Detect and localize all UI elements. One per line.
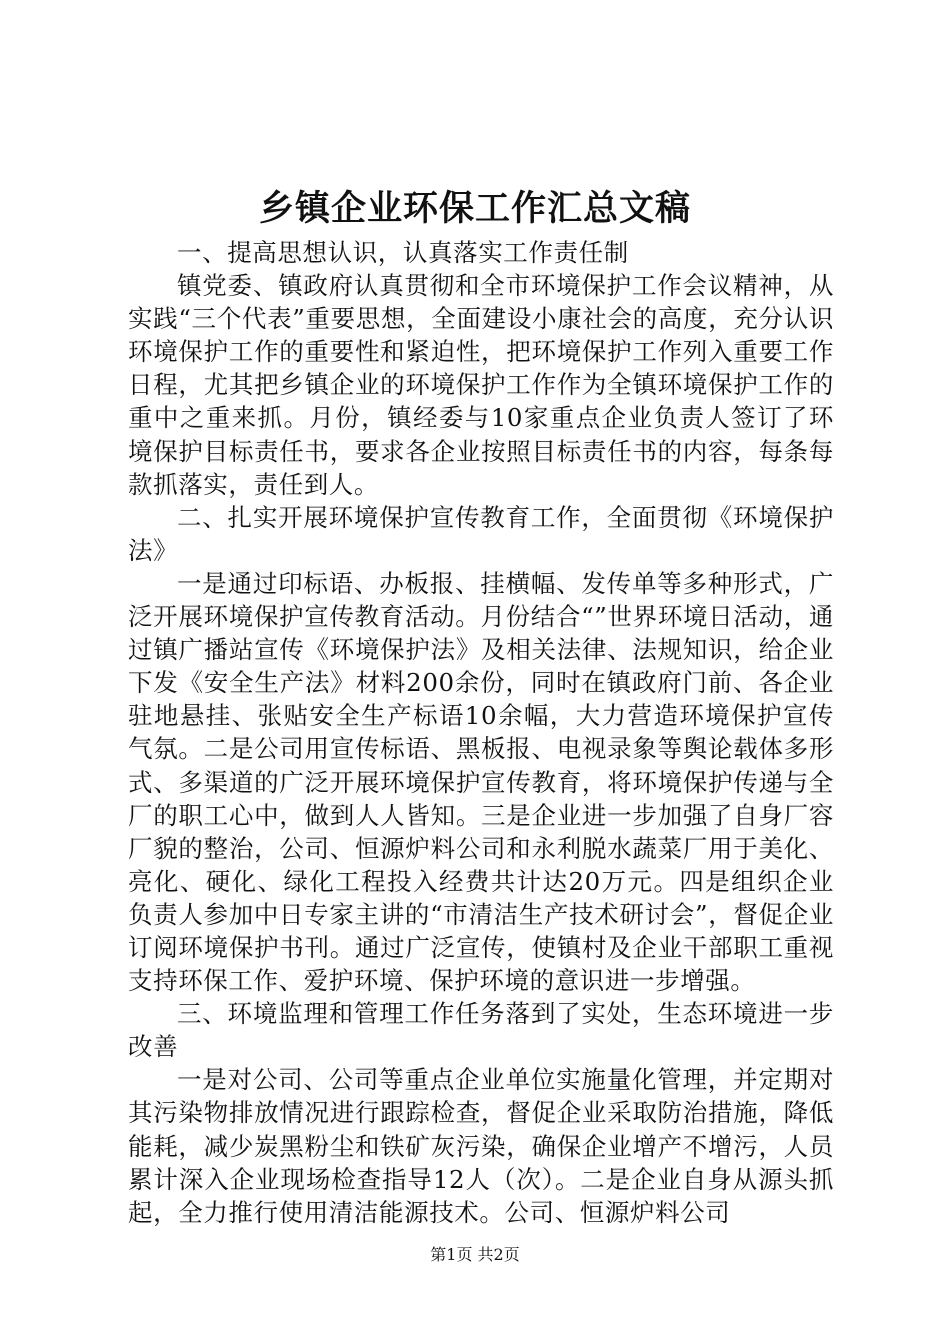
section-heading-2: 二、扎实开展环境保护宣传教育工作，全面贯彻《环境保护法》 bbox=[128, 502, 834, 565]
paragraph: 镇党委、镇政府认真贯彻和全市环境保护工作会议精神，从实践“三个代表”重要思想，全面建设小康社会的高度，充分认识环境保护工作的重要性和紧迫性，把环境保护工作列入重要工作日程，尤其把乡镇企业的环境保护工作作为全镇环境保护工作的重中之重来抓。月份，镇经委与10家重点企业负责人签订了环境保护目标责任书，要求各企业按照目标责任书的内容，每条每款抓落实，责任到人。 bbox=[128, 271, 834, 499]
document-body bbox=[128, 236, 834, 1229]
section-heading-3: 三、环境监理和管理工作任务落到了实处，生态环境进一步改善 bbox=[128, 999, 834, 1062]
paragraph: 一是对公司、公司等重点企业单位实施量化管理，并定期对其污染物排放情况进行跟踪检查，督促企业采取防治措施，降低能耗，减少炭黑粉尘和铁矿灰污染，确保企业增产不增污，人员累计深入企业现场检查指导12人（次）。二是企业自身从源头抓起，全力推行使用清洁能源技术。公司、恒源炉料公司 bbox=[128, 1065, 834, 1227]
paragraph: 一是通过印标语、办板报、挂横幅、发传单等多种形式，广泛开展环境保护宣传教育活动。月份结合“”世界环境日活动，通过镇广播站宣传《环境保护法》及相关法律、法规知识，给企业下发《安全生产法》材料200余份，同时在镇政府门前、各企业驻地悬挂、张贴安全生产标语10余幅，大力营造环境保护宣传气氛。二是公司用宣传标语、黑板报、电视录象等舆论载体多形式、多渠道的广泛开展环境保护宣传教育，将环境保护传递与全厂的职工心中，做到人人皆知。三是企业进一步加强了自身厂容厂貌的整治，公司、恒源炉料公司和永利脱水蔬菜厂用于美化、亮化、硬化、绿化工程投入经费共计达20万元。四是组织企业负责人参加中日专家主讲的“市清洁生产技术研讨会”，督促企业订阅环境保护书刊。通过广泛宣传，使镇村及企业干部职工重视支持环保工作、爱护环境、保护环境的意识进一步增强。 bbox=[128, 568, 834, 996]
page-number-footer: 第1页 共2页 bbox=[430, 1245, 520, 1264]
section-heading-1: 一、提高思想认识，认真落实工作责任制 bbox=[177, 238, 629, 267]
document-title: 乡镇企业环保工作汇总文稿 bbox=[258, 188, 691, 229]
